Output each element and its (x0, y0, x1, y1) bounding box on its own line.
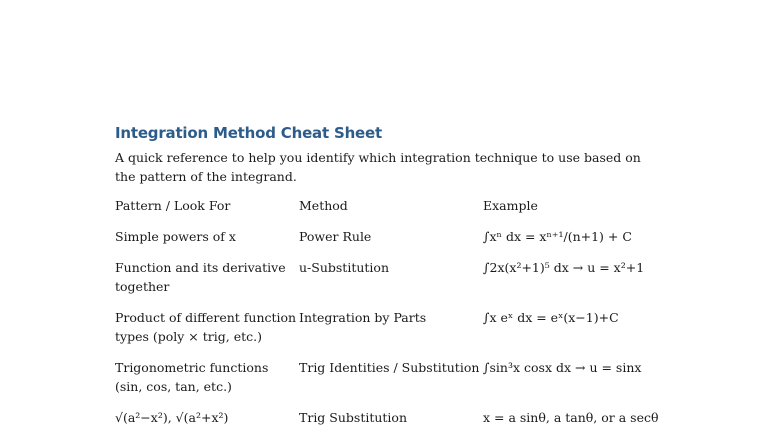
row-pattern: √(a²−x²), √(a²+x²) (115, 410, 229, 425)
row-example: ∫sin³x cosx dx → u = sinx (483, 360, 642, 375)
table-row (115, 308, 675, 346)
row-example: ∫2x(x²+1)⁵ dx → u = x²+1 (483, 260, 645, 275)
document-intro: A quick reference to help you identify which integration technique to use based on the pattern of the integrand. (115, 150, 641, 184)
row-method: Trig Identities / Substitution (299, 360, 480, 375)
row-example: ∫xⁿ dx = xⁿ⁺¹/(n+1) + C (483, 229, 632, 244)
row-method: Trig Substitution (299, 410, 408, 425)
table-row (115, 358, 675, 396)
row-pattern: Product of different function types (poly × trig, etc.) (115, 310, 297, 344)
document-body (115, 124, 675, 427)
header-pattern: Pattern / Look For (115, 198, 231, 213)
row-method: Integration by Parts (299, 310, 427, 325)
table-header-row (115, 196, 675, 215)
row-method: u-Substitution (299, 260, 389, 275)
table-row (115, 227, 675, 246)
header-method: Method (299, 198, 348, 213)
table-row (115, 408, 675, 427)
row-example: ∫x eˣ dx = eˣ(x−1)+C (483, 310, 619, 325)
row-pattern: Simple powers of x (115, 229, 236, 244)
table-row (115, 258, 675, 296)
document-title: Integration Method Cheat Sheet (115, 124, 382, 142)
row-pattern: Function and its derivative together (115, 260, 286, 294)
row-example: x = a sinθ, a tanθ, or a secθ (483, 410, 659, 425)
row-method: Power Rule (299, 229, 372, 244)
row-pattern: Trigonometric functions (sin, cos, tan, etc.) (115, 360, 269, 394)
header-example: Example (483, 198, 538, 213)
